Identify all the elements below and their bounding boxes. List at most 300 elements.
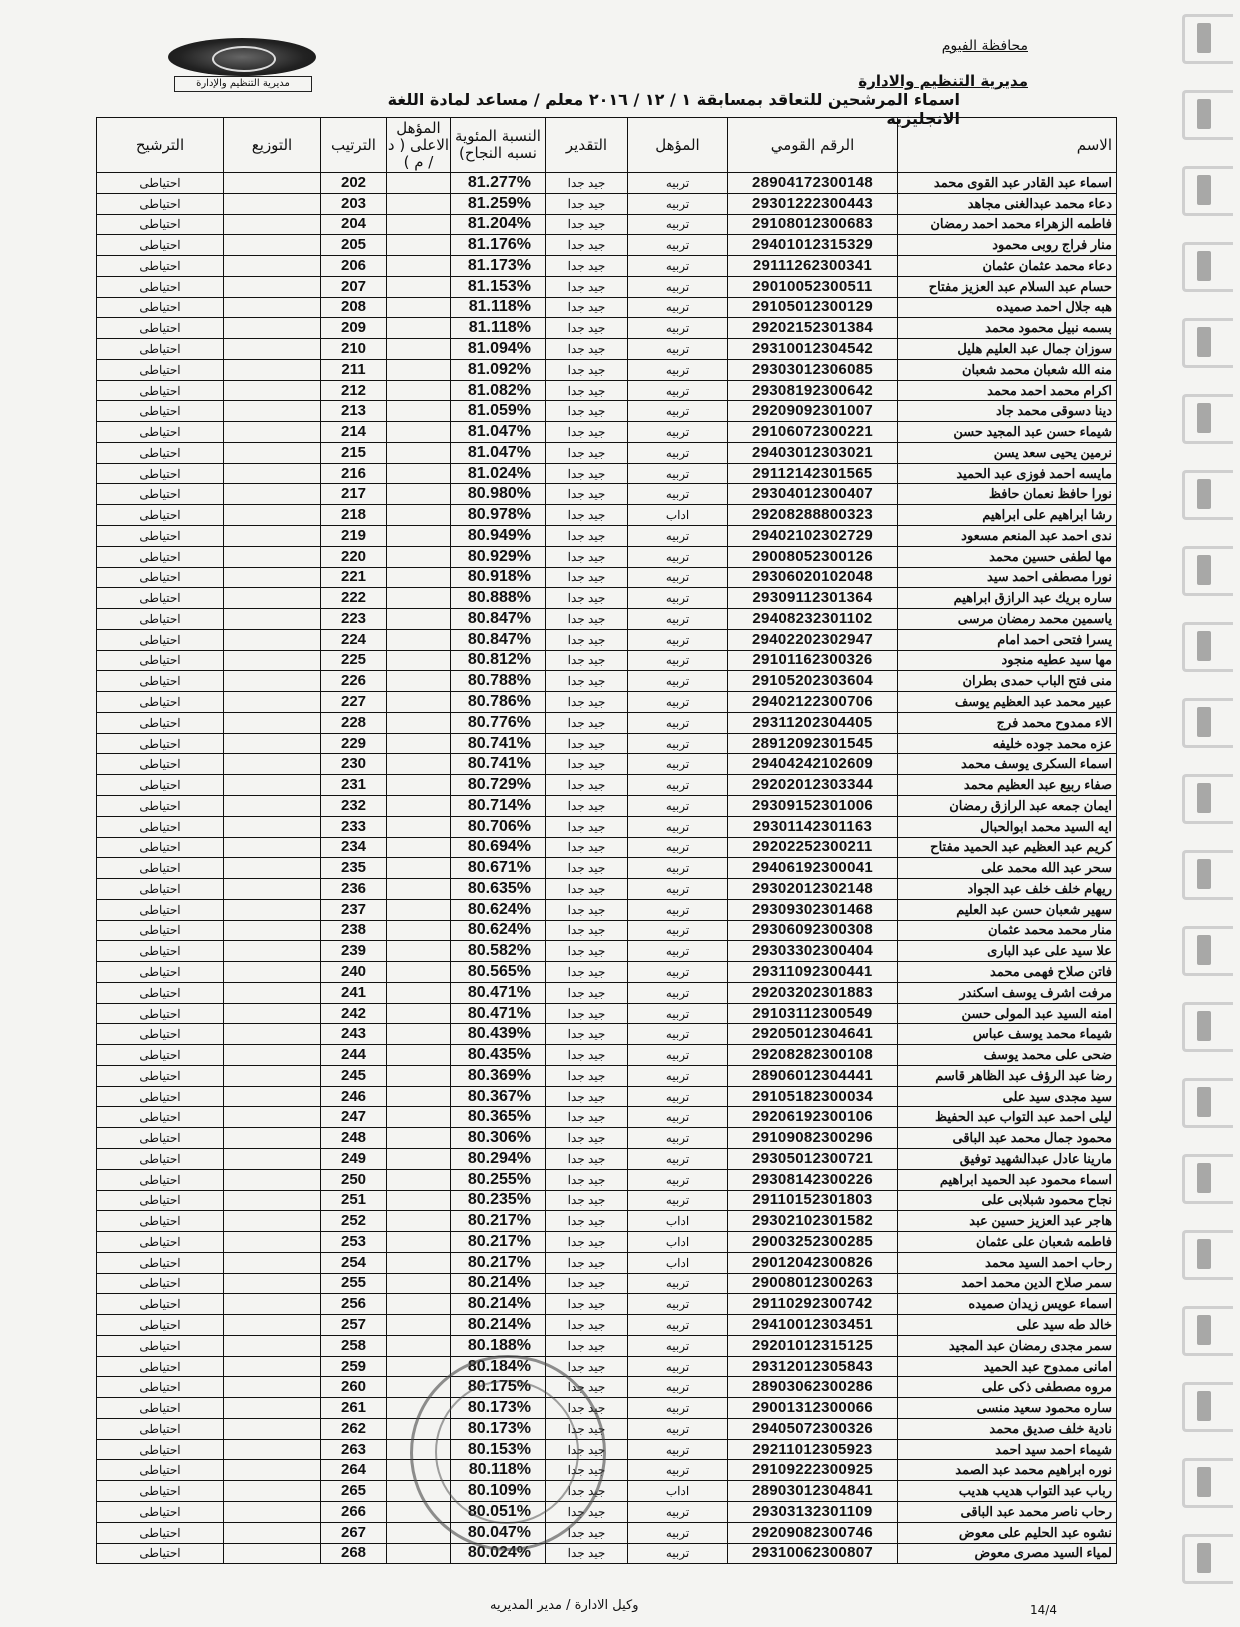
row-qualification: تربيه xyxy=(628,1107,728,1128)
table-row xyxy=(97,1211,1117,1232)
row-grade: جيد جدا xyxy=(546,318,628,339)
table-row xyxy=(97,256,1117,277)
row-qualification: تربيه xyxy=(628,1356,728,1377)
row-nomination: احتياطى xyxy=(97,733,224,754)
table-row xyxy=(97,588,1117,609)
row-grade: جيد جدا xyxy=(546,1356,628,1377)
row-nomination: احتياطى xyxy=(97,879,224,900)
binder-hole xyxy=(1182,546,1233,596)
col-header-rank: الترتيب xyxy=(321,118,387,173)
table-row xyxy=(97,1543,1117,1564)
row-grade: جيد جدا xyxy=(546,1439,628,1460)
row-grade: جيد جدا xyxy=(546,214,628,235)
row-national-id: 29209082300746 xyxy=(728,1522,898,1543)
row-national-id: 29405072300326 xyxy=(728,1418,898,1439)
row-higher-qualification xyxy=(387,629,451,650)
binder-hole xyxy=(1182,774,1233,824)
row-percentage: 80.217% xyxy=(451,1232,546,1253)
row-grade: جيد جدا xyxy=(546,1481,628,1502)
col-header-nomination: الترشيح xyxy=(97,118,224,173)
row-qualification: تربيه xyxy=(628,962,728,983)
row-name: صفاء ربيع عبد العظيم محمد xyxy=(898,775,1117,796)
row-distribution xyxy=(224,671,321,692)
binder-hole xyxy=(1182,850,1233,900)
row-rank: 209 xyxy=(321,318,387,339)
row-nomination: احتياطى xyxy=(97,484,224,505)
row-nomination: احتياطى xyxy=(97,401,224,422)
row-national-id: 29403012303021 xyxy=(728,442,898,463)
page-number: 14/4 xyxy=(1030,1603,1057,1617)
row-higher-qualification xyxy=(387,1294,451,1315)
row-higher-qualification xyxy=(387,256,451,277)
row-nomination: احتياطى xyxy=(97,214,224,235)
row-name: رباب عبد التواب هديب هديب xyxy=(898,1481,1117,1502)
row-qualification: تربيه xyxy=(628,276,728,297)
row-name: الاء ممدوح محمد فرج xyxy=(898,712,1117,733)
row-qualification: تربيه xyxy=(628,899,728,920)
row-distribution xyxy=(224,1502,321,1523)
row-distribution xyxy=(224,173,321,194)
row-national-id: 29310062300807 xyxy=(728,1543,898,1564)
table-row xyxy=(97,920,1117,941)
row-grade: جيد جدا xyxy=(546,1148,628,1169)
row-national-id: 29110152301803 xyxy=(728,1190,898,1211)
row-national-id: 29308192300642 xyxy=(728,380,898,401)
row-rank: 250 xyxy=(321,1169,387,1190)
row-nomination: احتياطى xyxy=(97,775,224,796)
row-national-id: 29103112300549 xyxy=(728,1003,898,1024)
row-name: امنه السيد عبد المولى حسن xyxy=(898,1003,1117,1024)
row-name: دعاء محمد عبدالغنى مجاهد xyxy=(898,193,1117,214)
row-distribution xyxy=(224,1211,321,1232)
row-name: سيد مجدى سيد على xyxy=(898,1086,1117,1107)
row-distribution xyxy=(224,442,321,463)
table-row xyxy=(97,1148,1117,1169)
binder-hole xyxy=(1182,318,1233,368)
row-national-id: 28906012304441 xyxy=(728,1065,898,1086)
row-qualification: تربيه xyxy=(628,1377,728,1398)
row-higher-qualification xyxy=(387,962,451,983)
row-nomination: احتياطى xyxy=(97,297,224,318)
row-rank: 255 xyxy=(321,1273,387,1294)
row-grade: جيد جدا xyxy=(546,858,628,879)
row-name: ياسمين محمد رمضان مرسى xyxy=(898,609,1117,630)
row-name: اسماء عبد القادر عبد القوى محمد xyxy=(898,173,1117,194)
row-name: نرمين يحيى سعد يسن xyxy=(898,442,1117,463)
row-nomination: احتياطى xyxy=(97,505,224,526)
row-higher-qualification xyxy=(387,442,451,463)
row-qualification: تربيه xyxy=(628,1315,728,1336)
row-grade: جيد جدا xyxy=(546,816,628,837)
row-percentage: 80.109% xyxy=(451,1481,546,1502)
row-nomination: احتياطى xyxy=(97,920,224,941)
row-percentage: 80.812% xyxy=(451,650,546,671)
row-qualification: تربيه xyxy=(628,733,728,754)
table-row xyxy=(97,214,1117,235)
row-name: رحاب ناصر محمد عبد الباقى xyxy=(898,1502,1117,1523)
row-grade: جيد جدا xyxy=(546,297,628,318)
row-grade: جيد جدا xyxy=(546,650,628,671)
row-percentage: 80.582% xyxy=(451,941,546,962)
row-percentage: 80.741% xyxy=(451,733,546,754)
row-name: اسماء عويس زيدان صميده xyxy=(898,1294,1117,1315)
row-rank: 211 xyxy=(321,359,387,380)
row-grade: جيد جدا xyxy=(546,1315,628,1336)
row-national-id: 29408232301102 xyxy=(728,609,898,630)
row-qualification: تربيه xyxy=(628,256,728,277)
row-qualification: تربيه xyxy=(628,1398,728,1419)
row-higher-qualification xyxy=(387,401,451,422)
table-row xyxy=(97,1356,1117,1377)
row-national-id: 29404242102609 xyxy=(728,754,898,775)
row-national-id: 29206192300106 xyxy=(728,1107,898,1128)
row-nomination: احتياطى xyxy=(97,858,224,879)
table-row xyxy=(97,359,1117,380)
row-percentage: 80.214% xyxy=(451,1315,546,1336)
row-distribution xyxy=(224,920,321,941)
governorate-label: محافظة الفيوم xyxy=(941,38,1028,54)
row-grade: جيد جدا xyxy=(546,256,628,277)
row-rank: 226 xyxy=(321,671,387,692)
row-rank: 242 xyxy=(321,1003,387,1024)
row-higher-qualification xyxy=(387,1169,451,1190)
row-distribution xyxy=(224,1003,321,1024)
row-higher-qualification xyxy=(387,1128,451,1149)
row-higher-qualification xyxy=(387,1335,451,1356)
table-row xyxy=(97,297,1117,318)
row-higher-qualification xyxy=(387,297,451,318)
row-rank: 231 xyxy=(321,775,387,796)
row-rank: 204 xyxy=(321,214,387,235)
row-rank: 251 xyxy=(321,1190,387,1211)
row-national-id: 29109082300296 xyxy=(728,1128,898,1149)
row-percentage: 80.153% xyxy=(451,1439,546,1460)
row-nomination: احتياطى xyxy=(97,629,224,650)
row-higher-qualification xyxy=(387,671,451,692)
row-higher-qualification xyxy=(387,484,451,505)
table-row xyxy=(97,671,1117,692)
row-percentage: 81.047% xyxy=(451,422,546,443)
row-nomination: احتياطى xyxy=(97,193,224,214)
row-name: عبير محمد عبد العظيم يوسف xyxy=(898,692,1117,713)
row-grade: جيد جدا xyxy=(546,1335,628,1356)
row-distribution xyxy=(224,1128,321,1149)
row-rank: 217 xyxy=(321,484,387,505)
row-distribution xyxy=(224,235,321,256)
row-distribution xyxy=(224,484,321,505)
table-row xyxy=(97,567,1117,588)
row-national-id: 29402202302947 xyxy=(728,629,898,650)
binder-hole xyxy=(1182,394,1233,444)
row-percentage: 80.729% xyxy=(451,775,546,796)
row-percentage: 80.980% xyxy=(451,484,546,505)
row-national-id: 29302012302148 xyxy=(728,879,898,900)
row-distribution xyxy=(224,1356,321,1377)
row-grade: جيد جدا xyxy=(546,692,628,713)
table-row xyxy=(97,775,1117,796)
row-percentage: 80.624% xyxy=(451,899,546,920)
row-national-id: 29308142300226 xyxy=(728,1169,898,1190)
row-higher-qualification xyxy=(387,1211,451,1232)
table-row xyxy=(97,982,1117,1003)
table-row xyxy=(97,795,1117,816)
row-qualification: تربيه xyxy=(628,671,728,692)
row-qualification: تربيه xyxy=(628,380,728,401)
row-name: شيماء احمد سيد احمد xyxy=(898,1439,1117,1460)
row-rank: 239 xyxy=(321,941,387,962)
row-distribution xyxy=(224,1252,321,1273)
row-rank: 202 xyxy=(321,173,387,194)
row-national-id: 28903012304841 xyxy=(728,1481,898,1502)
row-distribution xyxy=(224,339,321,360)
row-nomination: احتياطى xyxy=(97,899,224,920)
row-name: سمر صلاح الدين محمد احمد xyxy=(898,1273,1117,1294)
row-higher-qualification xyxy=(387,422,451,443)
row-national-id: 28903062300286 xyxy=(728,1377,898,1398)
row-percentage: 80.173% xyxy=(451,1398,546,1419)
row-nomination: احتياطى xyxy=(97,235,224,256)
row-percentage: 81.094% xyxy=(451,339,546,360)
row-qualification: تربيه xyxy=(628,422,728,443)
row-nomination: احتياطى xyxy=(97,795,224,816)
row-qualification: تربيه xyxy=(628,879,728,900)
row-distribution xyxy=(224,879,321,900)
row-grade: جيد جدا xyxy=(546,1502,628,1523)
row-rank: 233 xyxy=(321,816,387,837)
row-national-id: 29108012300683 xyxy=(728,214,898,235)
row-qualification: تربيه xyxy=(628,1522,728,1543)
row-nomination: احتياطى xyxy=(97,1024,224,1045)
binder-hole xyxy=(1182,1306,1233,1356)
row-nomination: احتياطى xyxy=(97,754,224,775)
row-grade: جيد جدا xyxy=(546,795,628,816)
row-nomination: احتياطى xyxy=(97,1232,224,1253)
row-grade: جيد جدا xyxy=(546,1232,628,1253)
row-higher-qualification xyxy=(387,1190,451,1211)
row-grade: جيد جدا xyxy=(546,173,628,194)
row-national-id: 29309112301364 xyxy=(728,588,898,609)
row-grade: جيد جدا xyxy=(546,193,628,214)
table-row xyxy=(97,276,1117,297)
row-percentage: 80.365% xyxy=(451,1107,546,1128)
col-header-distribution: التوزيع xyxy=(224,118,321,173)
row-name: دينا دسوقى محمد جاد xyxy=(898,401,1117,422)
row-rank: 221 xyxy=(321,567,387,588)
table-row xyxy=(97,1335,1117,1356)
table-row xyxy=(97,193,1117,214)
row-higher-qualification xyxy=(387,941,451,962)
row-percentage: 81.047% xyxy=(451,442,546,463)
row-higher-qualification xyxy=(387,795,451,816)
table-row xyxy=(97,1232,1117,1253)
row-name: شيماء حسن عبد المجيد حسن xyxy=(898,422,1117,443)
row-national-id: 29304012300407 xyxy=(728,484,898,505)
row-nomination: احتياطى xyxy=(97,837,224,858)
row-grade: جيد جدا xyxy=(546,1252,628,1273)
row-rank: 218 xyxy=(321,505,387,526)
row-higher-qualification xyxy=(387,214,451,235)
row-name: سحر عبد الله محمد على xyxy=(898,858,1117,879)
table-row xyxy=(97,463,1117,484)
row-national-id: 29311202304405 xyxy=(728,712,898,733)
row-grade: جيد جدا xyxy=(546,1273,628,1294)
row-qualification: تربيه xyxy=(628,1024,728,1045)
row-qualification: تربيه xyxy=(628,1543,728,1564)
row-national-id: 29306092300308 xyxy=(728,920,898,941)
col-header-percentage: النسبة المئوية نسبه النجاح) xyxy=(451,118,546,173)
row-percentage: 80.024% xyxy=(451,1543,546,1564)
row-percentage: 80.929% xyxy=(451,546,546,567)
row-qualification: تربيه xyxy=(628,650,728,671)
row-name: هاجر عبد العزيز حسين عبد xyxy=(898,1211,1117,1232)
row-rank: 245 xyxy=(321,1065,387,1086)
row-nomination: احتياطى xyxy=(97,1107,224,1128)
row-national-id: 29106072300221 xyxy=(728,422,898,443)
row-qualification: تربيه xyxy=(628,1273,728,1294)
row-percentage: 80.847% xyxy=(451,609,546,630)
row-higher-qualification xyxy=(387,339,451,360)
row-higher-qualification xyxy=(387,692,451,713)
row-percentage: 81.153% xyxy=(451,276,546,297)
row-name: ساره بريك عبد الرازق ابراهيم xyxy=(898,588,1117,609)
row-distribution xyxy=(224,982,321,1003)
row-grade: جيد جدا xyxy=(546,588,628,609)
row-grade: جيد جدا xyxy=(546,1169,628,1190)
row-qualification: تربيه xyxy=(628,858,728,879)
row-distribution xyxy=(224,1543,321,1564)
row-grade: جيد جدا xyxy=(546,401,628,422)
row-nomination: احتياطى xyxy=(97,1335,224,1356)
binder-hole xyxy=(1182,1458,1233,1508)
row-national-id: 29208288800323 xyxy=(728,505,898,526)
row-qualification: اداب xyxy=(628,505,728,526)
row-name: حسام عبد السلام عبد العزيز مفتاح xyxy=(898,276,1117,297)
row-name: اكرام محمد احمد محمد xyxy=(898,380,1117,401)
row-higher-qualification xyxy=(387,526,451,547)
row-rank: 254 xyxy=(321,1252,387,1273)
row-grade: جيد جدا xyxy=(546,1107,628,1128)
row-national-id: 29001312300066 xyxy=(728,1398,898,1419)
row-distribution xyxy=(224,1315,321,1336)
row-higher-qualification xyxy=(387,1502,451,1523)
table-row xyxy=(97,1107,1117,1128)
row-qualification: تربيه xyxy=(628,1065,728,1086)
row-percentage: 80.624% xyxy=(451,920,546,941)
row-percentage: 80.471% xyxy=(451,982,546,1003)
row-qualification: تربيه xyxy=(628,401,728,422)
row-rank: 228 xyxy=(321,712,387,733)
row-higher-qualification xyxy=(387,920,451,941)
row-higher-qualification xyxy=(387,1086,451,1107)
row-distribution xyxy=(224,858,321,879)
table-row xyxy=(97,629,1117,650)
row-rank: 216 xyxy=(321,463,387,484)
row-nomination: احتياطى xyxy=(97,567,224,588)
row-qualification: تربيه xyxy=(628,1003,728,1024)
row-percentage: 80.635% xyxy=(451,879,546,900)
table-row xyxy=(97,1439,1117,1460)
row-nomination: احتياطى xyxy=(97,1460,224,1481)
row-percentage: 80.217% xyxy=(451,1211,546,1232)
row-qualification: تربيه xyxy=(628,193,728,214)
row-percentage: 80.694% xyxy=(451,837,546,858)
row-rank: 227 xyxy=(321,692,387,713)
row-percentage: 80.217% xyxy=(451,1252,546,1273)
row-national-id: 29211012305923 xyxy=(728,1439,898,1460)
row-grade: جيد جدا xyxy=(546,712,628,733)
row-percentage: 80.188% xyxy=(451,1335,546,1356)
row-qualification: تربيه xyxy=(628,941,728,962)
row-qualification: تربيه xyxy=(628,1169,728,1190)
row-distribution xyxy=(224,1024,321,1045)
row-higher-qualification xyxy=(387,463,451,484)
row-qualification: تربيه xyxy=(628,692,728,713)
row-qualification: تربيه xyxy=(628,1128,728,1149)
table-row xyxy=(97,1460,1117,1481)
row-national-id: 29301142301163 xyxy=(728,816,898,837)
row-rank: 249 xyxy=(321,1148,387,1169)
row-higher-qualification xyxy=(387,1045,451,1066)
row-national-id: 29201012315125 xyxy=(728,1335,898,1356)
row-distribution xyxy=(224,1481,321,1502)
table-row xyxy=(97,401,1117,422)
row-nomination: احتياطى xyxy=(97,1481,224,1502)
row-qualification: اداب xyxy=(628,1232,728,1253)
row-percentage: 80.051% xyxy=(451,1502,546,1523)
row-percentage: 80.235% xyxy=(451,1190,546,1211)
row-percentage: 81.118% xyxy=(451,297,546,318)
row-national-id: 29012042300826 xyxy=(728,1252,898,1273)
table-row xyxy=(97,1024,1117,1045)
binder-hole xyxy=(1182,1154,1233,1204)
row-name: مها لطفى حسين محمد xyxy=(898,546,1117,567)
row-percentage: 80.369% xyxy=(451,1065,546,1086)
row-distribution xyxy=(224,899,321,920)
row-national-id: 29110292300742 xyxy=(728,1294,898,1315)
row-nomination: احتياطى xyxy=(97,1273,224,1294)
row-higher-qualification xyxy=(387,1232,451,1253)
row-name: منه الله شعبان محمد شعبان xyxy=(898,359,1117,380)
table-row xyxy=(97,422,1117,443)
row-name: خالد طه سيد على xyxy=(898,1315,1117,1336)
row-grade: جيد جدا xyxy=(546,1003,628,1024)
row-national-id: 29202012303344 xyxy=(728,775,898,796)
row-percentage: 80.949% xyxy=(451,526,546,547)
row-grade: جيد جدا xyxy=(546,1211,628,1232)
row-qualification: تربيه xyxy=(628,546,728,567)
row-national-id: 29003252300285 xyxy=(728,1232,898,1253)
row-nomination: احتياطى xyxy=(97,1169,224,1190)
row-higher-qualification xyxy=(387,609,451,630)
row-grade: جيد جدا xyxy=(546,484,628,505)
row-higher-qualification xyxy=(387,1439,451,1460)
row-higher-qualification xyxy=(387,879,451,900)
table-row xyxy=(97,235,1117,256)
row-qualification: تربيه xyxy=(628,484,728,505)
row-higher-qualification xyxy=(387,837,451,858)
row-name: سمر مجدى رمضان عبد المجيد xyxy=(898,1335,1117,1356)
row-qualification: تربيه xyxy=(628,609,728,630)
row-rank: 246 xyxy=(321,1086,387,1107)
row-distribution xyxy=(224,712,321,733)
row-percentage: 80.175% xyxy=(451,1377,546,1398)
row-percentage: 80.214% xyxy=(451,1273,546,1294)
row-percentage: 81.277% xyxy=(451,173,546,194)
row-national-id: 29311092300441 xyxy=(728,962,898,983)
row-rank: 238 xyxy=(321,920,387,941)
row-national-id: 29302102301582 xyxy=(728,1211,898,1232)
row-nomination: احتياطى xyxy=(97,962,224,983)
